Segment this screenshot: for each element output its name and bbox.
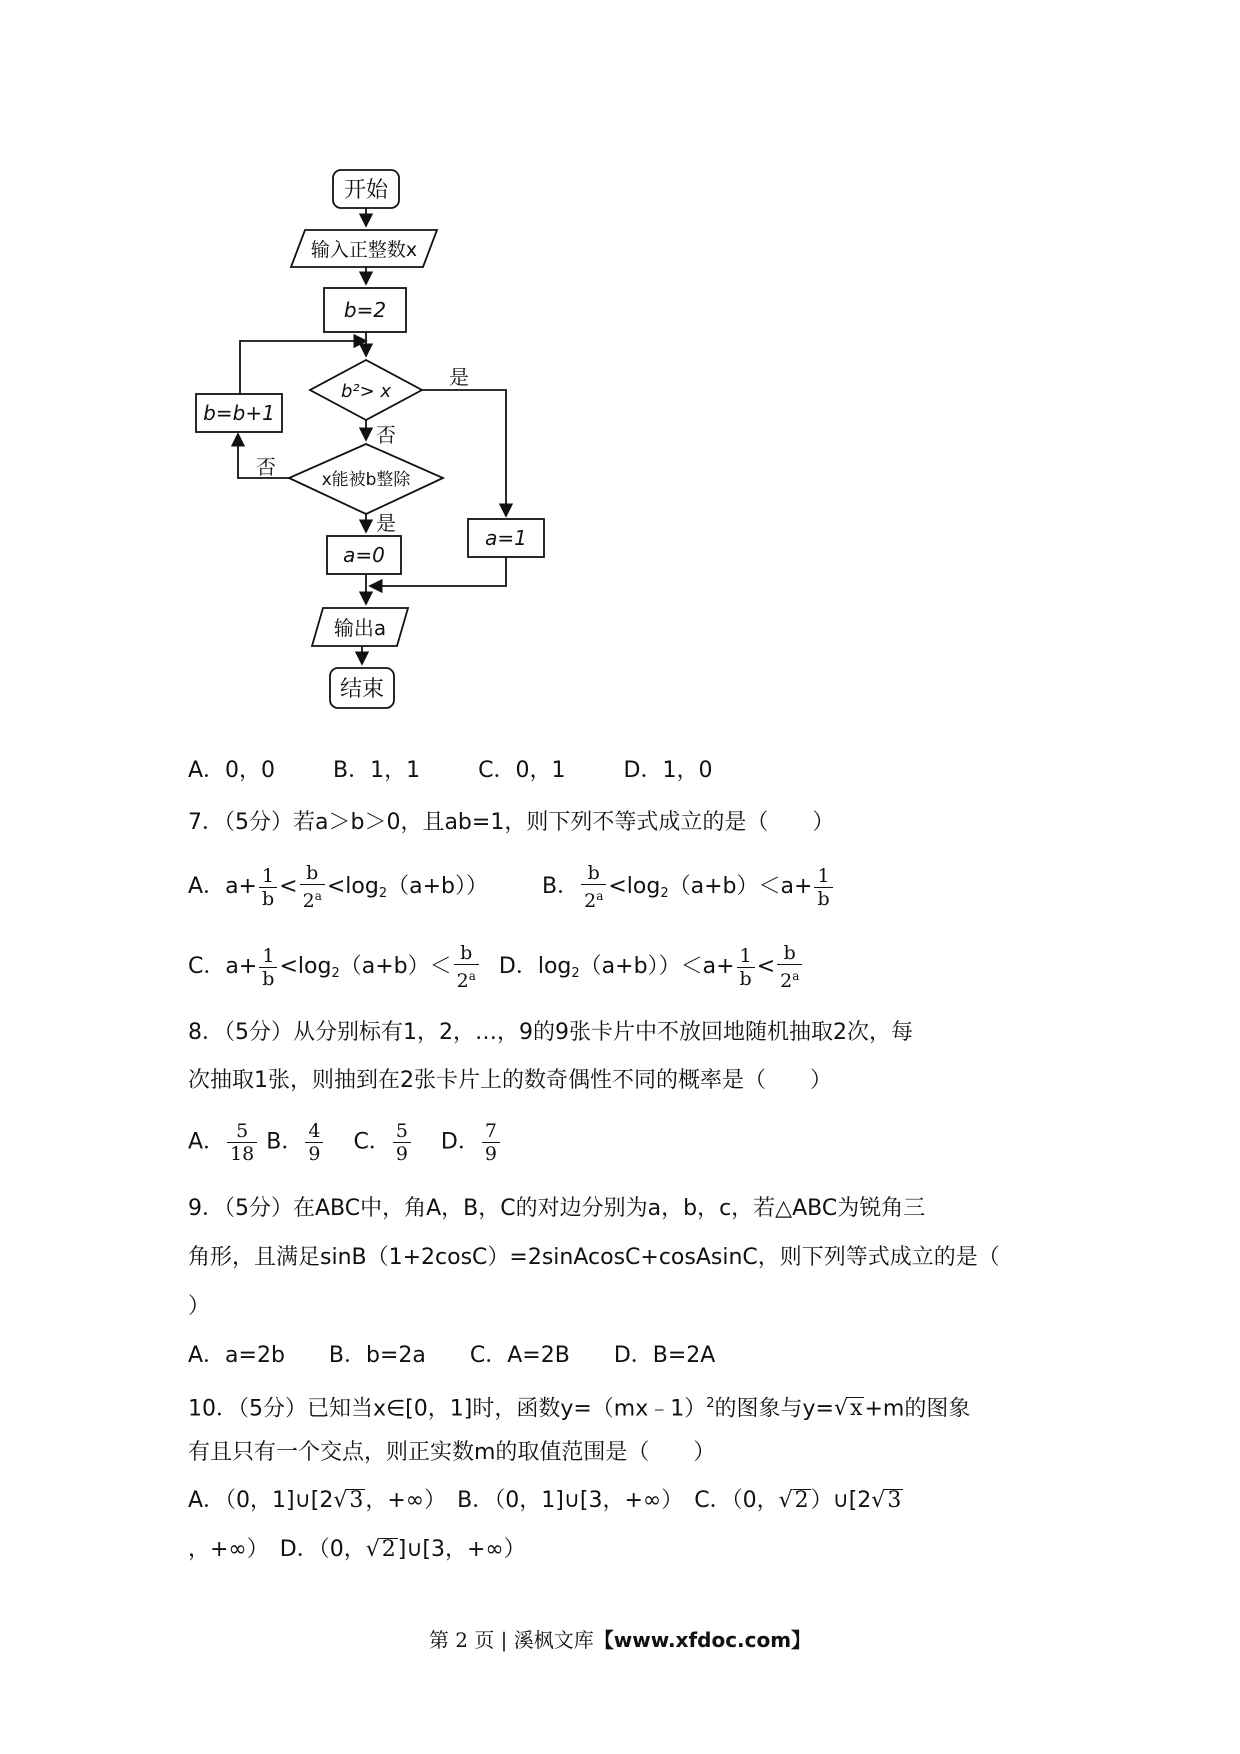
q8-frac-c xyxy=(393,1120,411,1165)
q8-frac-d xyxy=(482,1120,500,1165)
q10-line2: 有且只有一个交点，则正实数m的取值范围是（ ） xyxy=(188,1440,716,1465)
q8-options xyxy=(188,1120,502,1165)
q10-line1 xyxy=(188,1389,970,1424)
q8-frac-a xyxy=(227,1120,257,1165)
input-label: 输入正整数x xyxy=(310,239,418,261)
yes-label-2: 是 xyxy=(376,511,396,535)
frac-num: 1 xyxy=(737,945,755,968)
yes-label-1: 是 xyxy=(449,365,469,389)
increment-label: b=b+1 xyxy=(203,401,275,425)
frac-den xyxy=(454,965,479,992)
log-base: 2 xyxy=(571,966,580,981)
q7-frac-1-over-b xyxy=(259,865,277,910)
q6-option-b: B．1，1 xyxy=(333,758,421,783)
sqrt-3: √3 xyxy=(333,1488,364,1513)
exp-a: a xyxy=(792,969,800,983)
q9-line2: 角形，且满足sinB（1+2cosC）=2sinAcosC+cosAsinC，则下列等式成立的是（ xyxy=(188,1245,1000,1270)
q7-label-d: D． xyxy=(498,954,538,979)
log-arg: （a+b） xyxy=(339,954,430,979)
footer-page: 第 2 页 | 溪枫文库 xyxy=(428,1628,594,1652)
close-paren: ） xyxy=(466,874,489,899)
q10-line4 xyxy=(188,1535,526,1565)
no-label-2: 否 xyxy=(256,455,276,479)
end-label: 结束 xyxy=(339,677,385,702)
a-plus: a+ xyxy=(225,954,258,979)
frac-num: b xyxy=(300,862,325,885)
frac-num: 4 xyxy=(305,1120,323,1143)
sqrt-x: √x xyxy=(834,1396,863,1422)
log: log xyxy=(626,874,661,899)
q7-options-ab xyxy=(188,862,835,912)
frac-num: b xyxy=(454,942,479,965)
exp-a: a xyxy=(596,889,604,903)
cond1-label: b²> x xyxy=(340,381,392,402)
q8-label-b: B． xyxy=(266,1129,304,1155)
radicand: 3 xyxy=(349,1488,364,1513)
q10-opt-c-post: ）∪[2 xyxy=(810,1488,872,1513)
q9-options: A．a=2b B．b=2a C．A=2B D．B=2A xyxy=(188,1343,716,1368)
q7-frac-b-over-2a xyxy=(777,942,802,992)
radicand: x xyxy=(850,1396,863,1422)
radicand: 3 xyxy=(887,1488,902,1513)
lt: < xyxy=(756,954,776,979)
q10-opt-a: A．（0，1]∪[2 xyxy=(188,1488,334,1513)
lt: ＜ xyxy=(429,954,452,979)
frac-den: b xyxy=(261,887,275,910)
log-arg: （a+b） xyxy=(668,874,759,899)
q6-option-a: A．0，0 xyxy=(188,758,276,783)
q9-line1: 9．（5分）在ABC中，角A，B，C的对边分别为a，b，c，若△ABC为锐角三 xyxy=(188,1196,926,1221)
footer-site-link[interactable]: 【www.xfdoc.com】 xyxy=(593,1628,812,1652)
frac-den: 9 xyxy=(484,1143,497,1165)
q7-label-c: C． xyxy=(188,954,226,979)
radicand: 2 xyxy=(794,1488,809,1513)
lt: < xyxy=(326,874,346,899)
q10-opt-b-c: ，+∞） B．（0，1]∪[3，+∞） C．（0， xyxy=(365,1488,779,1513)
log-base: 2 xyxy=(331,966,340,981)
q8-label-a: A． xyxy=(188,1129,226,1155)
q8-frac-b xyxy=(305,1120,323,1165)
cond2-label: x能被b整除 xyxy=(321,470,411,490)
frac-num: b xyxy=(777,942,802,965)
q10-text-b: 的图象与y= xyxy=(714,1396,834,1422)
frac-den: b xyxy=(739,967,752,990)
q10-text-c: +m的图象 xyxy=(864,1396,971,1422)
assign-a1-label: a=1 xyxy=(485,526,527,550)
q6-options xyxy=(188,756,712,786)
sqrt-2: √2 xyxy=(778,1488,809,1513)
close-paren: ） xyxy=(658,954,681,979)
q10-line3 xyxy=(188,1486,903,1516)
two: 2 xyxy=(780,970,793,992)
frac-num: 1 xyxy=(814,865,832,888)
frac-den: 9 xyxy=(395,1143,408,1165)
output-label: 输出a xyxy=(333,616,387,640)
assign-a0-label: a=0 xyxy=(343,543,385,567)
exp-2: 2 xyxy=(706,1396,715,1411)
q8-line2: 次抽取1张，则抽到在2张卡片上的数奇偶性不同的概率是（ ） xyxy=(188,1068,832,1093)
two: 2 xyxy=(456,970,469,992)
two: 2 xyxy=(584,890,597,912)
q7-label-b: B． xyxy=(542,874,580,899)
frac-den: b xyxy=(262,967,275,990)
q10-text-a: 10．（5分）已知当x∈[0，1]时，函数y=（mx﹣1） xyxy=(188,1396,707,1422)
lt: ＜ xyxy=(680,954,703,979)
q7-frac-b-over-2a xyxy=(581,862,606,912)
q7-frac-b-over-2a xyxy=(300,862,325,912)
frac-num: 1 xyxy=(259,945,277,968)
log-base: 2 xyxy=(378,886,388,901)
log-arg: （a+b） xyxy=(387,874,466,899)
frac-den xyxy=(581,885,606,912)
radicand: 2 xyxy=(381,1537,396,1562)
q7-frac-1-over-b xyxy=(259,945,277,990)
q7-a-plus: a+ xyxy=(225,874,257,899)
exp-a: a xyxy=(314,889,322,903)
q7-stem: 7．（5分）若a＞b＞0，且ab=1，则下列不等式成立的是（ ） xyxy=(188,810,835,835)
frac-den: 18 xyxy=(230,1143,255,1165)
log: log xyxy=(345,874,379,899)
frac-num: 5 xyxy=(393,1120,411,1143)
frac-den: b xyxy=(817,887,830,910)
lt: < xyxy=(279,954,298,979)
exp-a: a xyxy=(468,969,476,983)
frac-num: 7 xyxy=(482,1120,500,1143)
q6-option-c: C．0，1 xyxy=(478,758,566,783)
q6-option-d: D．1，0 xyxy=(623,758,713,783)
frac-den xyxy=(300,885,325,912)
q10-opt-d-post: ]∪[3，+∞） xyxy=(397,1537,526,1562)
sqrt-3: √3 xyxy=(871,1488,902,1513)
init-b-label: b=2 xyxy=(343,298,387,322)
two: 2 xyxy=(302,890,315,912)
lt: < xyxy=(608,874,627,899)
q10-opt-d-pre: ，+∞） D．（0， xyxy=(188,1537,366,1562)
q9-line3: ） xyxy=(188,1294,211,1319)
lt: ＜ xyxy=(758,874,781,899)
start-label: 开始 xyxy=(343,178,389,203)
log-arg: （a+b） xyxy=(579,954,659,979)
q7-label-a: A． xyxy=(188,874,226,899)
page-footer xyxy=(0,1624,1240,1653)
q8-label-c: C． xyxy=(353,1129,391,1155)
frac-num: 1 xyxy=(259,865,277,888)
flowchart xyxy=(0,0,1240,720)
q8-line1: 8．（5分）从分别标有1，2，…，9的9张卡片中不放回地随机抽取2次，每 xyxy=(188,1020,913,1045)
frac-num: b xyxy=(581,862,606,885)
q7-frac-b-over-2a xyxy=(454,942,479,992)
log: log xyxy=(297,954,332,979)
q7-options-cd xyxy=(188,942,804,992)
frac-num: 5 xyxy=(227,1120,257,1143)
a-plus: a+ xyxy=(702,954,735,979)
a-plus: a+ xyxy=(780,874,813,899)
q8-label-d: D． xyxy=(440,1129,480,1155)
log: log xyxy=(537,954,572,979)
lt: < xyxy=(279,874,298,899)
no-label-1: 否 xyxy=(376,423,396,447)
frac-den: 9 xyxy=(308,1143,321,1165)
frac-den xyxy=(777,965,802,992)
q7-frac-1-over-b xyxy=(737,945,755,990)
sqrt-2: √2 xyxy=(365,1537,396,1562)
q7-frac-1-over-b xyxy=(814,865,832,910)
log-base: 2 xyxy=(660,886,669,901)
